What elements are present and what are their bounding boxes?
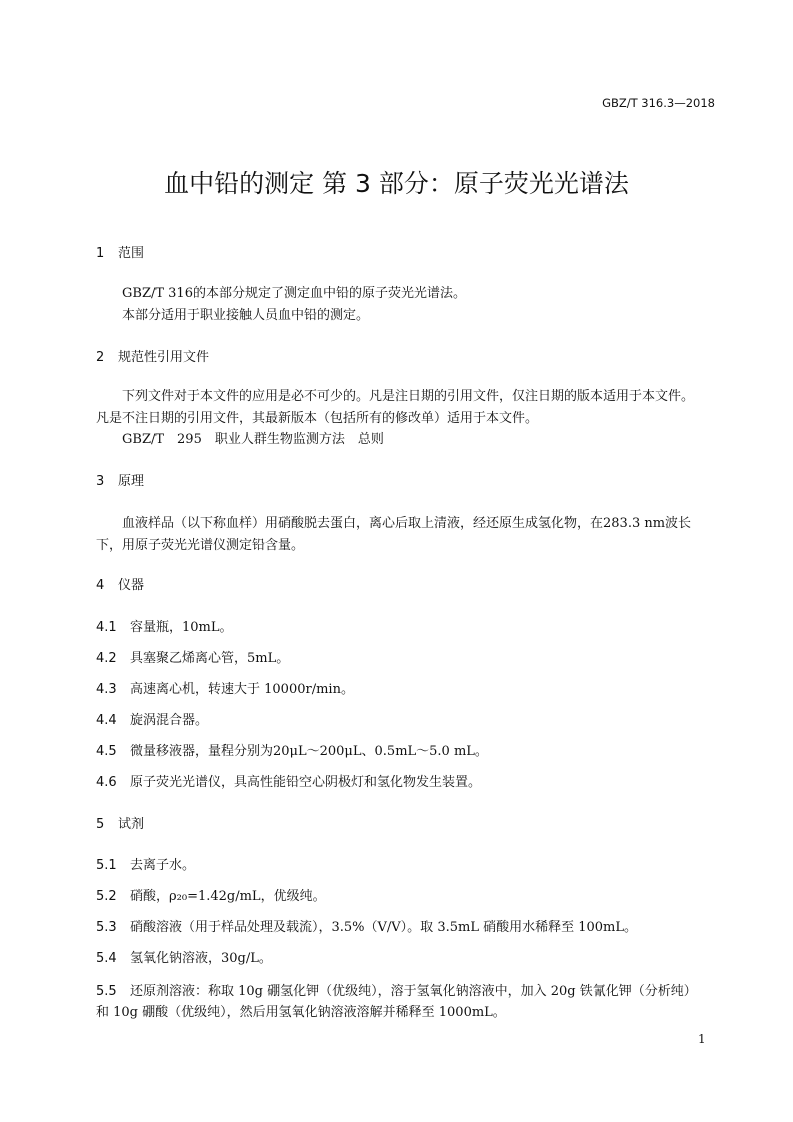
item-text: 去离子水。 xyxy=(130,858,196,873)
item-text: 氢氧化钠溶液，30g/L。 xyxy=(130,951,272,966)
section-number: 5 xyxy=(96,817,105,832)
section-title: 试剂 xyxy=(118,817,145,832)
section-number: 3 xyxy=(96,474,105,489)
item-number: 5.2 xyxy=(96,889,117,904)
list-item xyxy=(96,916,637,935)
list-item xyxy=(96,709,208,728)
item-text: 容量瓶，10mL。 xyxy=(130,620,233,635)
list-item xyxy=(96,885,326,904)
item-number: 4.3 xyxy=(96,682,117,697)
page-number: 1 xyxy=(698,1032,706,1046)
list-item xyxy=(96,647,289,666)
section-number: 4 xyxy=(96,578,105,593)
section-heading-normative-references xyxy=(96,346,209,365)
section-heading-principle xyxy=(96,470,144,489)
list-item xyxy=(96,854,195,873)
item-text: 原子荧光光谱仪，具高性能铅空心阴极灯和氢化物发生装置。 xyxy=(130,775,482,790)
list-item xyxy=(96,947,272,966)
item-number: 5.5 xyxy=(96,984,117,999)
item-number: 4.2 xyxy=(96,651,117,666)
list-item xyxy=(96,616,233,635)
paragraph: 本部分适用于职业接触人员血中铅的测定。 xyxy=(122,308,370,323)
list-item xyxy=(96,678,354,697)
section-title: 范围 xyxy=(118,246,145,261)
item-text: 旋涡混合器。 xyxy=(130,713,209,728)
item-number: 4.1 xyxy=(96,620,117,635)
item-text: 还原剂溶液：称取 10g 硼氢化钾（优级纯），溶于氢氧化钠溶液中，加入 20g 铁氰化钾（分析纯） xyxy=(130,984,697,999)
item-text: 硝酸，ρ₂₀=1.42g/mL，优级纯。 xyxy=(130,889,326,904)
paragraph-continuation: 和 10g 硼酸（优级纯），然后用氢氧化钠溶液溶解并稀释至 1000mL。 xyxy=(96,1005,506,1020)
section-heading-apparatus xyxy=(96,574,144,593)
section-heading-scope xyxy=(96,242,144,261)
item-number: 5.4 xyxy=(96,951,117,966)
item-text: 具塞聚乙烯离心管，5mL。 xyxy=(130,651,290,666)
item-number: 5.3 xyxy=(96,920,117,935)
paragraph-continuation: 凡是不注日期的引用文件，其最新版本（包括所有的修改单）适用于本文件。 xyxy=(96,411,539,426)
item-text: 高速离心机，转速大于 10000r/min。 xyxy=(130,682,354,697)
item-number: 4.5 xyxy=(96,744,117,759)
section-title: 规范性引用文件 xyxy=(118,350,210,365)
list-item xyxy=(96,740,488,759)
list-item xyxy=(96,771,481,790)
item-number: 4.6 xyxy=(96,775,117,790)
section-heading-reagents xyxy=(96,813,144,832)
paragraph: 血液样品（以下称血样）用硝酸脱去蛋白，离心后取上清液，经还原生成氢化物，在283.3 nm波长 xyxy=(122,516,692,531)
section-number: 2 xyxy=(96,350,105,365)
document-code: GBZ/T 316.3—2018 xyxy=(602,96,715,110)
item-text: 微量移液器，量程分别为20μL～200μL、0.5mL～5.0 mL。 xyxy=(130,744,488,759)
paragraph: GBZ/T 316的本部分规定了测定血中铅的原子荧光光谱法。 xyxy=(122,286,466,301)
item-number: 5.1 xyxy=(96,858,117,873)
list-item xyxy=(96,980,697,999)
section-title: 仪器 xyxy=(118,578,145,593)
item-number: 4.4 xyxy=(96,713,117,728)
section-number: 1 xyxy=(96,246,105,261)
paragraph-continuation: 下，用原子荧光光谱仪测定铅含量。 xyxy=(96,538,305,553)
document-title: 血中铅的测定 第 3 部分：原子荧光光谱法 xyxy=(164,169,629,198)
paragraph: 下列文件对于本文件的应用是必不可少的。凡是注日期的引用文件，仅注日期的版本适用于本文件。 xyxy=(122,389,695,404)
section-title: 原理 xyxy=(118,474,145,489)
reference-entry: GBZ/T 295 职业人群生物监测方法 总则 xyxy=(122,432,384,447)
item-text: 硝酸溶液（用于样品处理及载流），3.5%（V/V）。取 3.5mL 硝酸用水稀释至 100mL。 xyxy=(130,920,637,935)
